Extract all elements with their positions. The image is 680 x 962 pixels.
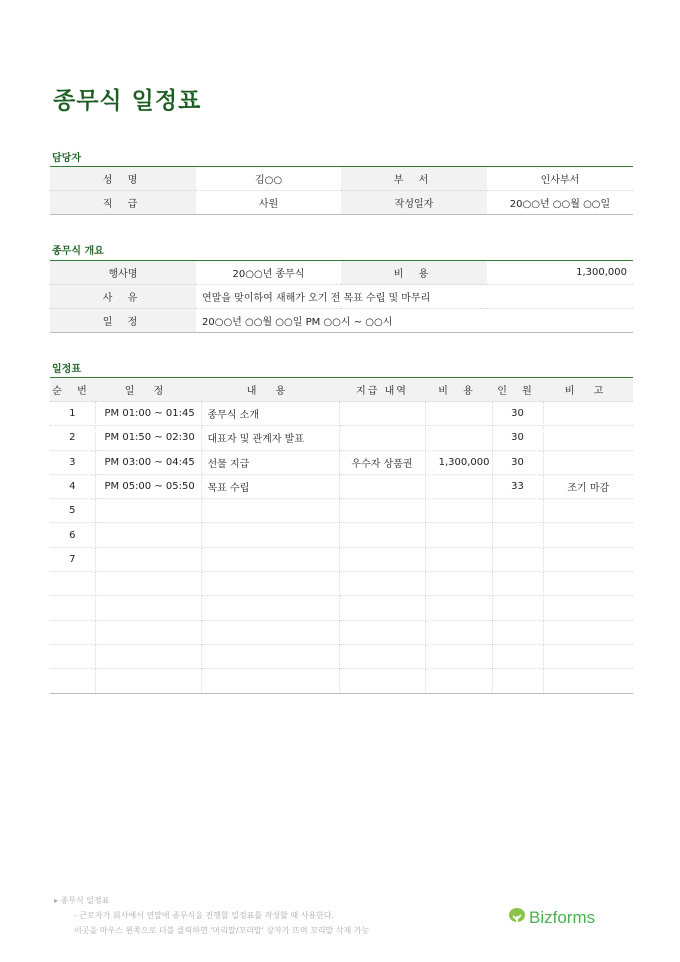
cost-cell[interactable] [425, 402, 492, 426]
people-cell[interactable] [492, 644, 543, 668]
payment-cell[interactable] [339, 426, 425, 450]
content-cell[interactable]: 종무식 소개 [201, 402, 339, 426]
seq-cell[interactable]: 7 [50, 547, 95, 571]
note-cell[interactable] [543, 620, 633, 644]
payment-cell[interactable] [339, 572, 425, 596]
seq-cell[interactable]: 1 [50, 402, 95, 426]
table-row [50, 572, 633, 596]
footer [54, 893, 369, 938]
payment-cell[interactable] [339, 669, 425, 693]
people-cell[interactable]: 30 [492, 450, 543, 474]
header-cell: 내 용 [201, 378, 339, 402]
footer-title: ▸ 종무식 일정표 [54, 896, 110, 905]
tree-icon [508, 908, 526, 928]
manager-section-label: 담당자 [52, 153, 81, 164]
note-cell[interactable] [543, 499, 633, 523]
cost-cell[interactable] [425, 596, 492, 620]
note-cell[interactable] [543, 572, 633, 596]
table-row [50, 596, 633, 620]
seq-cell[interactable] [50, 669, 95, 693]
dept-label: 부 서 [341, 167, 487, 191]
bizforms-logo [508, 908, 595, 928]
content-cell[interactable]: 선물 지급 [201, 450, 339, 474]
people-cell[interactable]: 33 [492, 474, 543, 498]
table-row [50, 309, 633, 333]
reason-label: 사 유 [50, 285, 196, 309]
note-cell[interactable] [543, 644, 633, 668]
footer-description: - 근로자가 회사에서 연말에 종무식을 진행할 일정표를 작성할 때 사용한다. [74, 911, 335, 920]
payment-cell[interactable] [339, 402, 425, 426]
table-row [50, 474, 633, 498]
seq-cell[interactable] [50, 596, 95, 620]
header-cell: 일 정 [95, 378, 201, 402]
seq-cell[interactable]: 4 [50, 474, 95, 498]
time-cell[interactable]: PM 03:00 ~ 04:45 [95, 450, 201, 474]
schedule-value[interactable]: 20○○년 ○○월 ○○일 PM ○○시 ~ ○○시 [202, 317, 393, 328]
people-cell[interactable] [492, 547, 543, 571]
schedule-label: 일 정 [50, 309, 196, 333]
time-cell[interactable] [95, 523, 201, 547]
cost-cell[interactable] [425, 499, 492, 523]
content-cell[interactable]: 대표자 및 관계자 발표 [201, 426, 339, 450]
people-cell[interactable]: 30 [492, 426, 543, 450]
seq-cell[interactable] [50, 644, 95, 668]
note-cell[interactable] [543, 596, 633, 620]
note-cell[interactable] [543, 426, 633, 450]
time-cell[interactable] [95, 547, 201, 571]
table-row [50, 426, 633, 450]
content-cell[interactable]: 목표 수립 [201, 474, 339, 498]
payment-cell[interactable] [339, 474, 425, 498]
seq-cell[interactable]: 5 [50, 499, 95, 523]
payment-cell[interactable] [339, 620, 425, 644]
table-row [50, 547, 633, 571]
cost-cell[interactable] [425, 547, 492, 571]
note-cell[interactable] [543, 402, 633, 426]
payment-cell[interactable] [339, 547, 425, 571]
header-cell: 순 번 [50, 378, 95, 402]
table-row [50, 523, 633, 547]
seq-cell[interactable]: 2 [50, 426, 95, 450]
schedule-header-row [50, 378, 633, 402]
people-cell[interactable] [492, 596, 543, 620]
table-row [50, 285, 633, 309]
date-value[interactable]: 20○○년 ○○월 ○○일 [509, 199, 611, 210]
people-cell[interactable] [492, 669, 543, 693]
time-cell[interactable] [95, 572, 201, 596]
header-cell: 비 용 [425, 378, 492, 402]
cost-label: 비 용 [341, 261, 487, 285]
content-cell[interactable] [201, 547, 339, 571]
note-cell[interactable] [543, 450, 633, 474]
table-row [50, 261, 633, 285]
header-cell: 비 고 [543, 378, 633, 402]
payment-cell[interactable] [339, 523, 425, 547]
reason-value[interactable]: 연말을 맞이하여 새해가 오기 전 목표 수립 및 마무리 [196, 285, 633, 309]
page-title: 종무식 일정표 [53, 88, 202, 114]
note-cell[interactable] [543, 523, 633, 547]
table-row [50, 620, 633, 644]
schedule-table [50, 377, 633, 694]
note-cell[interactable] [543, 547, 633, 571]
header-cell: 지급 내역 [339, 378, 425, 402]
table-row [50, 167, 633, 191]
people-cell[interactable] [492, 620, 543, 644]
cost-value[interactable]: 1,300,000 [487, 261, 633, 285]
time-cell[interactable] [95, 499, 201, 523]
cost-cell[interactable]: 1,300,000 [425, 450, 492, 474]
date-label: 작성일자 [341, 191, 487, 215]
name-label: 성 명 [50, 167, 196, 191]
cost-cell[interactable] [425, 426, 492, 450]
time-cell[interactable] [95, 644, 201, 668]
seq-cell[interactable] [50, 572, 95, 596]
cost-cell[interactable] [425, 644, 492, 668]
seq-cell[interactable]: 3 [50, 450, 95, 474]
footer-hint[interactable]: 이곳을 마우스 왼쪽으로 더블 클릭하면 '머리말/꼬리말' 상자가 뜨며 꼬리말 삭제 가능 [74, 926, 370, 935]
cost-cell[interactable] [425, 669, 492, 693]
time-cell[interactable]: PM 01:00 ~ 01:45 [95, 402, 201, 426]
rank-value[interactable]: 사원 [258, 199, 279, 210]
table-row [50, 450, 633, 474]
cost-cell[interactable] [425, 474, 492, 498]
content-cell[interactable] [201, 596, 339, 620]
content-cell[interactable] [201, 499, 339, 523]
table-row [50, 669, 633, 693]
people-cell[interactable] [492, 499, 543, 523]
content-cell[interactable] [201, 644, 339, 668]
cost-cell[interactable] [425, 620, 492, 644]
rank-label: 직 급 [50, 191, 196, 215]
people-cell[interactable]: 30 [492, 402, 543, 426]
logo-text: Bizforms [529, 908, 596, 927]
event-value[interactable]: 20○○년 종무식 [196, 261, 341, 285]
note-cell[interactable]: 조기 마감 [543, 474, 633, 498]
payment-cell[interactable] [339, 596, 425, 620]
schedule-section-label: 일정표 [52, 364, 81, 375]
seq-cell[interactable] [50, 620, 95, 644]
seq-cell[interactable]: 6 [50, 523, 95, 547]
overview-section-label: 종무식 개요 [52, 246, 104, 257]
cost-cell[interactable] [425, 572, 492, 596]
payment-cell[interactable] [339, 499, 425, 523]
table-row [50, 402, 633, 426]
payment-cell[interactable]: 우수자 상품권 [339, 450, 425, 474]
content-cell[interactable] [201, 669, 339, 693]
note-cell[interactable] [543, 669, 633, 693]
content-cell[interactable] [201, 620, 339, 644]
dept-value[interactable]: 인사부서 [487, 167, 633, 191]
table-row [50, 644, 633, 668]
people-cell[interactable] [492, 523, 543, 547]
overview-table [50, 260, 633, 333]
content-cell[interactable] [201, 572, 339, 596]
payment-cell[interactable] [339, 644, 425, 668]
time-cell[interactable] [95, 596, 201, 620]
time-cell[interactable]: PM 01:50 ~ 02:30 [95, 426, 201, 450]
people-cell[interactable] [492, 572, 543, 596]
table-row [50, 499, 633, 523]
name-value[interactable]: 김○○ [196, 167, 341, 191]
time-cell[interactable] [95, 669, 201, 693]
time-cell[interactable] [95, 620, 201, 644]
content-cell[interactable] [201, 523, 339, 547]
header-cell: 인 원 [492, 378, 543, 402]
event-label: 행사명 [50, 261, 196, 285]
time-cell[interactable]: PM 05:00 ~ 05:50 [95, 474, 201, 498]
cost-cell[interactable] [425, 523, 492, 547]
manager-table [50, 166, 633, 215]
table-row [50, 191, 633, 215]
